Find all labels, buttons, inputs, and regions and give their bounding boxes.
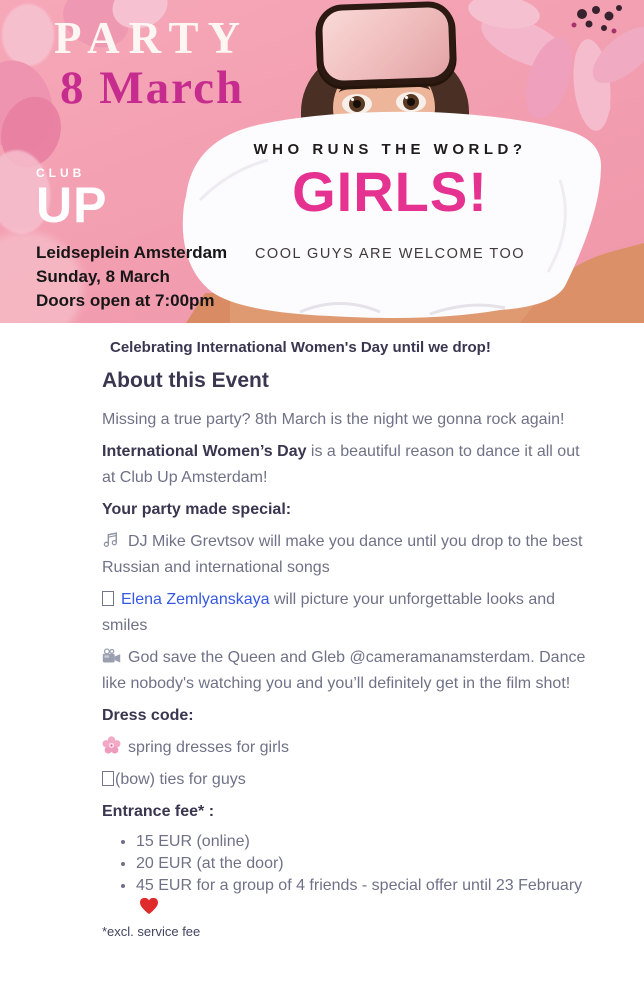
red-heart-icon	[139, 897, 159, 915]
fee-item: • 45 EUR for a group of 4 friends - special offer until 23 February	[136, 875, 592, 919]
service-fee-footnote: *excl. service fee	[102, 924, 201, 939]
videographer-paragraph: God save the Queen and Gleb @cameramanamsterdam. Dance like nobody's watching you and you’ll definitely get in the film shot!	[102, 649, 586, 692]
dj-paragraph: DJ Mike Grevtsov will make you dance until you drop to the best Russian and international songs	[102, 529, 592, 581]
venue-location: Leidseplein Amsterdam	[36, 243, 228, 262]
party-title: PARTY	[54, 13, 250, 63]
missing-glyph-box	[102, 591, 114, 606]
dress-code-heading: Dress code:	[102, 707, 194, 724]
about-this-event-heading: About this Event	[102, 369, 269, 392]
party-special-heading: Your party made special:	[102, 501, 292, 518]
event-description	[0, 323, 644, 940]
venue-doors: Doors open at 7:00pm	[36, 291, 215, 310]
musical-notes-icon	[102, 530, 121, 549]
video-camera-icon	[102, 648, 121, 665]
club-up-logo-up: UP	[36, 177, 108, 233]
photographer-link[interactable]: Elena Zemlyanskaya	[121, 591, 270, 608]
intro-paragraph: Missing a true party? 8th March is the night we gonna rock again!	[102, 411, 565, 428]
dress-girls-paragraph: spring dresses for girls	[102, 735, 592, 761]
photographer-paragraph: Elena Zemlyanskaya will picture your unforgettable looks and smiles	[102, 591, 556, 634]
club-up-logo-club: CLUB	[36, 166, 86, 180]
missing-glyph-box	[102, 771, 114, 786]
pillow-subline: COOL GUYS ARE WELCOME TOO	[254, 246, 526, 262]
cherry-blossom-icon	[102, 736, 121, 755]
pillow-girls-text: GIRLS!	[292, 160, 488, 223]
pillow-headline: WHO RUNS THE WORLD?	[253, 141, 527, 158]
club-up-logo	[36, 166, 108, 233]
event-summary: Celebrating International Women's Day until we drop!	[110, 339, 491, 356]
fee-item: • 20 EUR (at the door)	[136, 853, 592, 875]
iwd-bold-text: International Women’s Day	[102, 443, 307, 460]
fee-list	[104, 831, 592, 919]
iwd-paragraph: International Women’s Day is a beautiful reason to dance it all out at Club Up Amsterdam!	[102, 443, 580, 486]
dress-guys-paragraph: (bow) ties for guys	[102, 767, 592, 793]
pillow-lettering	[215, 141, 565, 262]
entrance-fee-heading: Entrance fee* :	[102, 803, 215, 820]
venue-date: Sunday, 8 March	[36, 267, 170, 286]
fee-item: • 15 EUR (online)	[136, 831, 592, 853]
event-banner-image	[0, 0, 644, 323]
event-date-title: 8 March	[60, 62, 245, 114]
venue-details	[36, 241, 227, 313]
